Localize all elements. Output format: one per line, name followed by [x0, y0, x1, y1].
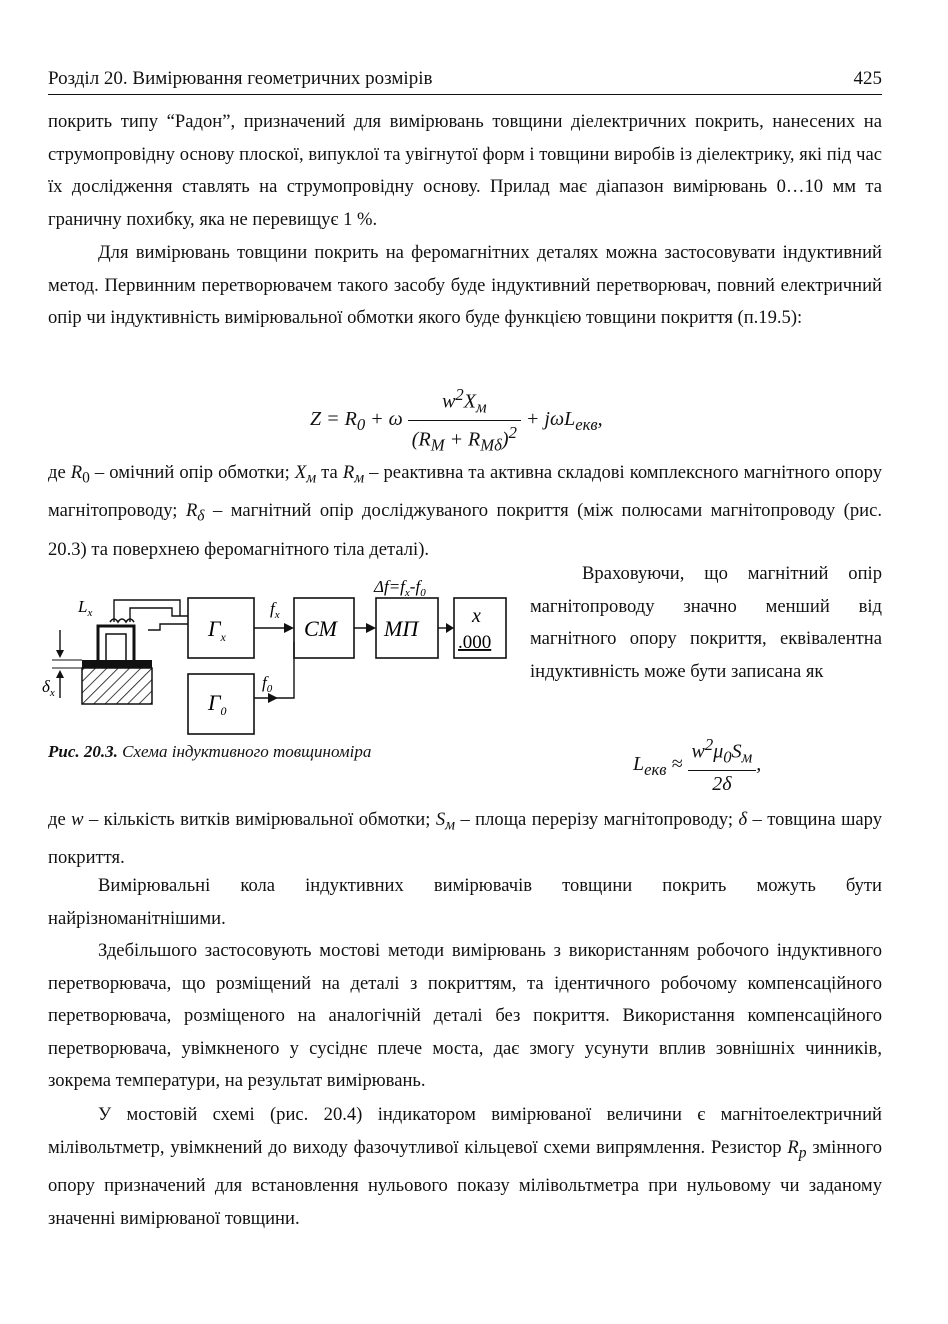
- svg-text:Гx: $Г_x$: [208, 616, 226, 644]
- label-delta-f: $\Delta f=f_x-f_0$: [374, 577, 426, 599]
- svg-text:МП: МП: [384, 616, 419, 641]
- label-fx: $f_x$: [270, 599, 280, 621]
- page-number: 425: [853, 68, 882, 89]
- magnetic-core: [98, 626, 134, 660]
- running-header: [48, 66, 882, 95]
- figure-caption: Рис. 20.3. Схема індуктивного товщиноміра: [48, 742, 372, 761]
- label-delta-x: $\delta_x$: [42, 677, 55, 699]
- svg-text:x: x: [472, 605, 481, 627]
- paragraph-5: Вимірювальні кола індуктивних вимірювачів товщини покрить можуть бути найрізноманітнішими.: [48, 875, 882, 929]
- generator-gx-block: [188, 598, 254, 658]
- paragraph-6: Здебільшого застосовують мостові методи вимірювань з використанням робочого індуктивного перетворювача, що розміщений на деталі з покриттям, та ідентичного робочому компенсаційного перетворювача, розміщеного на аналогічній деталі без покриття. Використання компенсаційного перетворювача, увімкненого у сусіднє плече моста, дає змогу усунути вплив зовнішніх чинників, зокрема температури, на результат вимірювань.: [48, 940, 882, 1092]
- ferromagnetic-part: [82, 668, 152, 704]
- paragraph-2: Для вимірювань товщини покрить на феромагнітних деталях можна застосовувати індуктивний метод. Первинним перетворювачем такого засобу буде індуктивний перетворювач, повний електричний опір чи індуктивність вимірювальної обмотки якого буде функцією товщини покриття (п.19.5):: [48, 242, 882, 329]
- paragraph-7: У мостовій схемі (рис. 20.4) індикатором вимірюваної величини є магнітоелектричний мілівольтметр, увімкнений до виходу фазочутливої кільцевої схеми випрямлення. Резистор $R_p$ змінного опору призначений для встановлення нульового показу мілівольтметра при нульовому чи заданому значенні вимірюваної товщини.: [48, 1104, 882, 1229]
- svg-text:Г0: $Г_0$: [208, 690, 227, 718]
- chapter-title: Розділ 20. Вимірювання геометричних розмірів: [48, 68, 433, 89]
- impedance-fraction: $\frac{w^2X_м}{(R_M + R_{M\delta})^2}$: [408, 385, 521, 455]
- paragraph-3: де $R_0$ – омічний опір обмотки; $X_м$ та $R_м$ – реактивна та активна складові комплексного магнітного опору магнітопроводу; $R_\delta$ – магнітний опір досліджуваного покриття (між полюсами магнітопроводу (рис. 20.3) та поверхнею феромагнітного тіла деталі).: [48, 462, 883, 560]
- svg-text:СМ: СМ: [304, 616, 337, 641]
- side-paragraph: Враховуючи, що магнітний опір магнітопроводу значно менший від магнітного опору покриття, еквівалентна індуктивність може бути записана як: [530, 563, 882, 682]
- impedance-formula: $Z = R_0 + \omega$ $\frac{w^2X_м}{(R_M + R_{M\delta})^2}$ + jωL$_{екв}$,: [310, 385, 603, 455]
- label-f0: $f_0$: [262, 673, 273, 695]
- thickness-gauge-diagram: [42, 568, 518, 728]
- paragraph-1: покрить типу “Радон”, призначений для вимірювань товщини діелектричних покрить, нанесених на струмопровідну основу плоскої, випуклої та увігнутої форм і товщини виробів із діелектрику, які під час їх дослідження ставлять на струмопровідну основу. Прилад має діапазон вимірювань 0…10 мм та граничну похибку, яка не перевищує 1 %.: [48, 111, 882, 230]
- label-lx: $L_x$: [78, 597, 93, 619]
- coating-layer: [82, 660, 152, 668]
- inductance-formula: $L_{екв}$ ≈ $\frac{w^2\mu_0S_м}{2\delta}$ ,: [633, 735, 762, 795]
- svg-text:.000: .000: [458, 632, 492, 653]
- inductance-fraction: $\frac{w^2\mu_0S_м}{2\delta}$: [688, 735, 757, 796]
- paragraph-4: де w – кількість витків вимірювальної обмотки; $S_м$ – площа перерізу магнітопроводу; δ – товщина шару покриття.: [48, 809, 882, 869]
